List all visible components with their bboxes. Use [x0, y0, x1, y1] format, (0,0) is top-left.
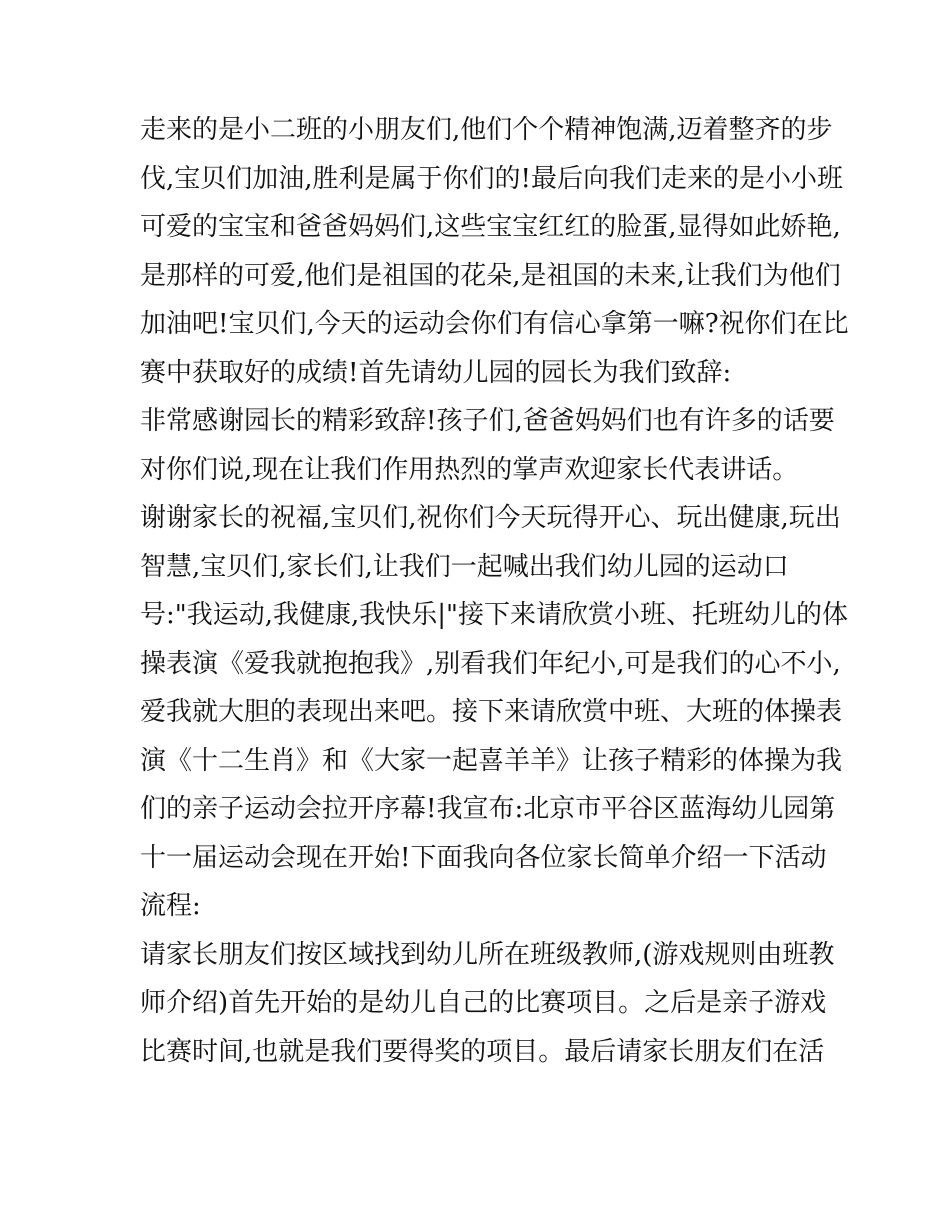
text-line: 加油吧!宝贝们,今天的运动会你们有信心拿第一嘛?祝你们在比	[140, 309, 849, 339]
text-line: 流程:	[140, 891, 201, 921]
text-line: 赛中获取好的成绩!首先请幼儿园的园长为我们致辞:	[140, 357, 732, 388]
paragraph-intro	[140, 106, 849, 397]
text-line: 对你们说,现在让我们作用热烈的掌声欢迎家长代表讲话。	[140, 454, 799, 485]
document-body	[140, 106, 849, 1076]
text-line: 演《十二生肖》和《大家一起喜羊羊》让孩子精彩的体操为我	[140, 745, 843, 776]
text-line: 十一届运动会现在开始!下面我向各位家长简单介绍一下活动	[140, 842, 827, 873]
text-line: 走来的是小二班的小朋友们,他们个个精神饱满,迈着整齐的步	[140, 115, 833, 145]
text-line: 们的亲子运动会拉开序幕!我宣布:北京市平谷区蓝海幼儿园第	[140, 794, 836, 824]
paragraph-thanks-parents	[140, 494, 848, 931]
text-line: 师介绍)首先开始的是幼儿自己的比赛项目。之后是亲子游戏	[140, 988, 827, 1018]
text-line: 非常感谢园长的精彩致辞!孩子们,爸爸妈妈们也有许多的话要	[140, 406, 835, 436]
text-line: 谢谢家长的祝福,宝贝们,祝你们今天玩得开心、玩出健康,玩出	[140, 503, 841, 533]
text-line: 智慧,宝贝们,家长们,让我们一起喊出我们幼儿园的运动口	[140, 551, 789, 582]
text-line: 伐,宝贝们加油,胜利是属于你们的!最后向我们走来的是小小班	[140, 163, 843, 194]
text-line: 请家长朋友们按区域找到幼儿所在班级教师,(游戏规则由班教	[140, 939, 835, 970]
text-line: 比赛时间,也就是我们要得奖的项目。最后请家长朋友们在活	[140, 1036, 825, 1067]
text-line: 可爱的宝宝和爸爸妈妈们,这些宝宝红红的脸蛋,显得如此娇艳,	[140, 212, 841, 242]
text-line: 爱我就大胆的表现出来吧。接下来请欣赏中班、大班的体操表	[140, 697, 843, 727]
paragraph-thanks-principal	[140, 397, 835, 494]
text-line: 操表演《爱我就抱抱我》,别看我们年纪小,可是我们的心不小,	[140, 648, 841, 679]
paragraph-instructions	[140, 931, 835, 1077]
text-line: 号:"我运动,我健康,我快乐|"接下来请欣赏小班、托班幼儿的体	[140, 600, 848, 630]
text-line: 是那样的可爱,他们是祖国的花朵,是祖国的未来,让我们为他们	[140, 260, 841, 291]
